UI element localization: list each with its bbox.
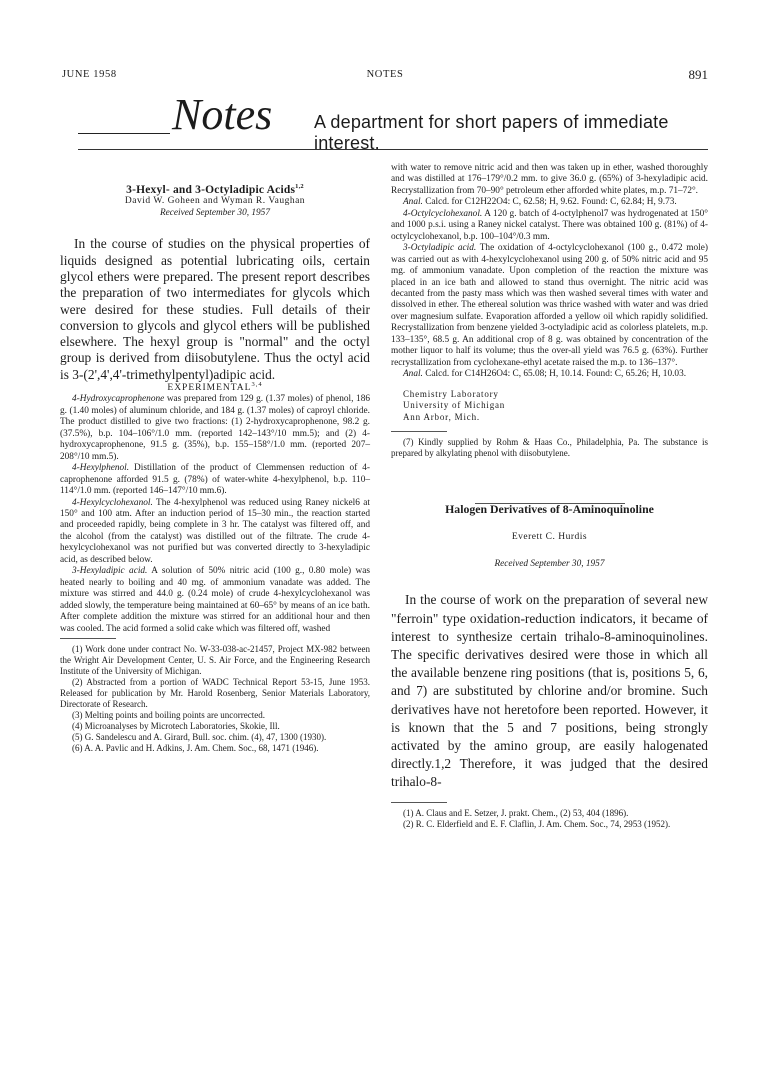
banner-tagline: A department for short papers of immediate interest. [314,112,669,153]
banner-title: Notes [172,90,273,139]
footnote: (2) R. C. Elderfield and E. F. Claflin, J. Am. Chem. Soc., 74, 2953 (1952). [403,818,671,829]
article1-title: 3-Hexyl- and 3-Octyladipic Acids$^{1,2}$ [126,183,304,196]
footnote-rule [60,638,116,639]
procedure-paragraph: 4-Octylcyclohexanol. A 120 g. batch of 4-octylphenol7 was hydrogenated at 150° and 1000 p.s.i. using a Raney nickel catalyst. There was obtained 100 g. (81%) of 4-octylcyclohexanol, b.p. 100–104°/0.3 mm. [391,208,708,242]
footnote: (1) Work done under contract No. W-33-038-ac-21457, Project MX-982 between the Wright Air Development Center, U. S. Air Force, and the Engineering Research Institute of the University of Michigan. [60,644,370,676]
procedure-paragraph: 3-Octyladipic acid. The oxidation of 4-octylcyclohexanol (100 g., 0.472 mole) was carried out as with 4-hexylcyclohexanol using 200 g. of 50% nitric acid and 95 mg. of ammonium vanadate. Upon completion of the reaction the mixture was placed in an ice bath and allowed to stand thus overnight. The nitric acid was decanted from the pasty mass which was then washed several times with water and dissolved in ether. The ethereal solution was thrice washed with water and was dried over magnesium sulfate. Evaporation afforded a yellow oil which rapidly solidified. Recrystallization from benzene yielded 3-octyladipic acid as colorless platelets, m.p. 133–135°, 68.5 g. An additional crop of 8 g. was obtained by concentration of the mother liquor to half its volume; thus the over-all yield was 76.5 g. (63%). Further recrystallization from cyclohexane-ethyl acetate raised the m.p. to 136–137°. [391,243,708,368]
section-banner [78,90,708,153]
footnote: (4) Microanalyses by Microtech Laboratories, Skokie, Ill. [72,721,280,731]
footnote: (6) A. A. Pavlic and H. Adkins, J. Am. Chem. Soc., 68, 1471 (1946). [72,743,319,753]
footnote: (7) Kindly supplied by Rohm & Haas Co., Philadelphia, Pa. The substance is prepared by alkylating phenol with diisobutylene. [391,436,708,458]
footnote: (1) A. Claus and E. Setzer, J. prakt. Chem., (2) 53, 404 (1896). [403,807,629,818]
article2-intro: In the course of work on the preparation of several new "ferroin" type oxidation-reduction indicators, it became of interest to synthesize certain trihalo-8-aminoquinolines. The specific derivatives desired were those in which all the available benzene ring positions (that is, positions 5, 6, and 7) are substituted by chlorine and/or bromine. Such derivatives have not heretofore been reported. However, it is known that the 5 and 7 positions, being strongly activated by the amino group, are easily halogenated directly.1,2 Therefore, it was judged that the desired trihalo-8- [391,592,708,790]
affiliation-line: University of Michigan [403,400,506,411]
footnote-rule [391,431,447,432]
affiliation-line: Ann Arbor, Mich. [403,411,480,422]
procedure-paragraph: 4-Hydroxycaprophenone was prepared from 129 g. (1.37 moles) of phenol, 186 g. (1.40 moles) of aluminum chloride, and 184 g. (1.37 moles) of caproyl chloride. The product distilled to give two fractions: (1) 2-hydroxycaprophenone, 98.2 g. (37.5%), b.p. 104–106°/1.0 mm. (reported 142–143°/10 mm.5); and (2) 4-hydroxycaprophenone, 91.5 g. (35%), b.p. 155–158°/1.0 mm. (reported 207–208°/10 mm.5). [60,394,370,462]
analysis-line: Anal. Calcd. for C12H22O4: C, 62.58; H, 9.62. Found: C, 62.84; H, 9.73. [403,197,677,208]
affiliation-line: Chemistry Laboratory [403,388,499,399]
article1-intro: In the course of studies on the physical properties of liquids designed as potential lubricating oils, certain glycol ethers were prepared. The present report describes the preparation of two intermediates for glycols which were desired for these studies. Full details of their conversion to glycols and glycol ethers will be published elsewhere. The hexyl group is "normal" and the octyl group is derived from diisobutylene. Thus the octyl acid is 3-(2',4',4'-trimethylpentyl)adipic acid. [60,236,370,382]
article2-received: Received September 30, 1957 [494,558,605,569]
article1-authors: David W. Goheen and Wyman R. Vaughan [124,196,306,207]
procedure-paragraph: 4-Hexylcyclohexanol. The 4-hexylphenol was reduced using Raney nickel6 at 150° and 100 atm. After an induction period of 15–30 min., the reaction started and proceeded rapidly, being complete in 3 hr. The catalyst was filtered off, and the alcohol (from the catalyst) was distilled out of the filtrate. The crude 4-hexylcyclohexanol was not purified but was converted directly to 3-hexyladipic acid, as described below. [60,497,370,565]
analysis-line: Anal. Calcd. for C14H26O4: C, 65.08; H, 10.14. Found: C, 65.26; H, 10.03. [403,369,687,380]
footnote: (3) Melting points and boiling points are uncorrected. [72,710,265,720]
footnote: (2) Abstracted from a portion of WADC Technical Report 53-15, June 1953. Released for publication by Mr. Harold Rosenberg, Senior Materials Laboratory, Directorate of Research. [60,677,370,709]
left-column [60,185,370,754]
procedure-paragraph: 4-Hexylphenol. Distillation of the product of Clemmensen reduction of 4-caprophenone afforded 91.5 g. (78%) of water-white 4-hexylphenol, b.p. 110–114°/1.0 mm. (reported 146–147°/10 mm.6). [60,463,370,497]
page-number: 891 [688,67,708,82]
issue-date: JUNE 1958 [62,69,117,80]
article2-title: Halogen Derivatives of 8-Aminoquinoline [445,501,654,516]
article2-author: Everett C. Hurdis [511,532,588,543]
right-column [391,163,708,830]
affiliation-block [391,389,708,423]
header-divider [78,149,708,150]
experimental-heading: EXPERIMENTAL$^{3,4}$ [167,380,263,394]
procedure-paragraph: 3-Hexyladipic acid. A solution of 50% nitric acid (100 g., 0.80 mole) was heated nearly to boiling and 40 mg. of ammonium vanadate was added. The mixture was stirred and 44.0 g. (0.24 mole) of crude 4-hexylcyclohexanol was added slowly, the temperature being maintained at 60–65° by means of an ice bath. After complete addition the mixture was stirred for an additional hour and then was cooled. The acid formed a solid cake which was filtered off, washed [60,566,370,634]
footnote-rule [391,802,447,803]
footnote: (5) G. Sandelescu and A. Girard, Bull. soc. chim. (4), 47, 1300 (1930). [72,732,327,742]
article1-received: Received September 30, 1957 [160,207,270,218]
banner-rule [78,133,170,134]
running-head [62,69,708,83]
section-name: NOTES [366,69,404,80]
procedure-paragraph: with water to remove nitric acid and then was taken up in ether, washed thoroughly and was distilled at 176–179°/0.2 mm. to give 36.0 g. (65%) of 3-hexyladipic acid. Recrystallization from 70–90° petroleum ether afforded white plates, m.p. 71–72°. [391,163,708,196]
